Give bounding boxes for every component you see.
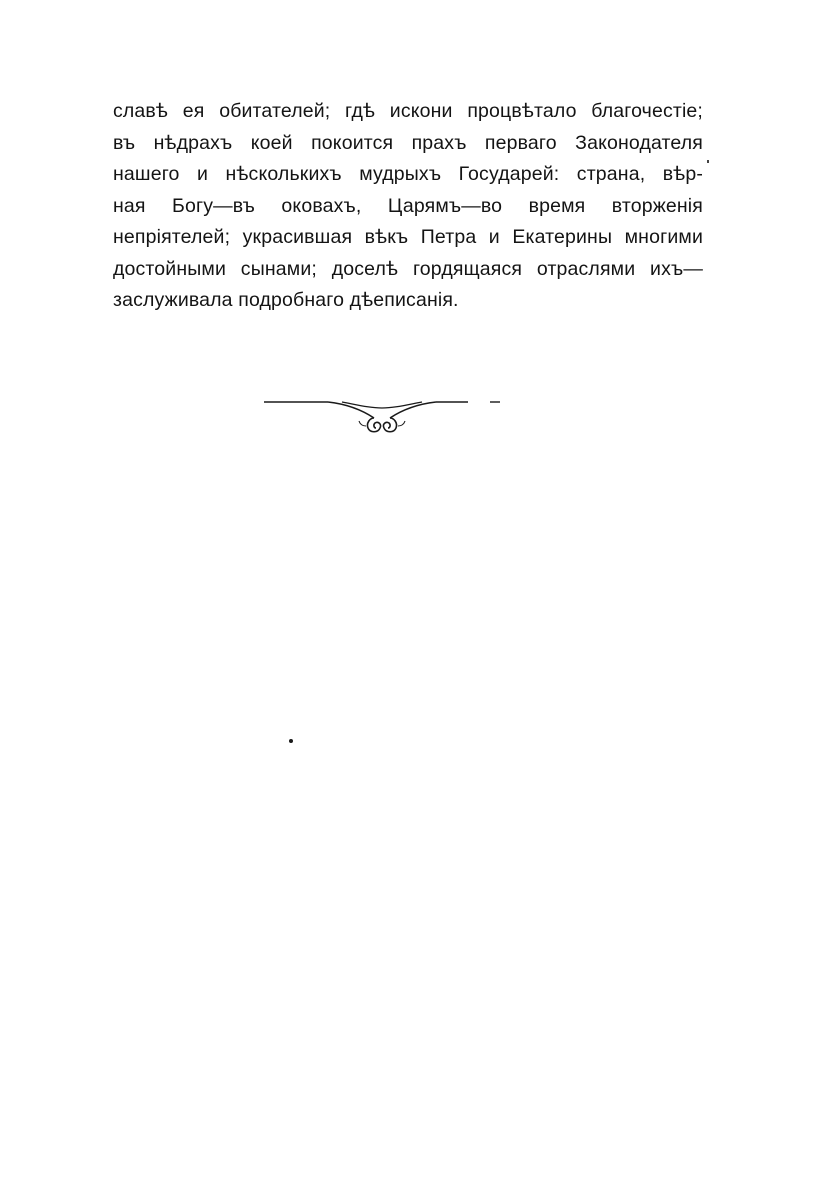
body-text (113, 96, 703, 317)
text-line: въ нѣдрахъ коей покоится прахъ перваго Законодателя (113, 131, 703, 154)
text-line: достойными сынами; доселѣ гордящаяся отраслями ихъ— (113, 257, 703, 280)
text-line: непріятелей; украсившая вѣкъ Петра и Екатерины многими (113, 226, 703, 248)
scroll-ornament-icon (262, 392, 502, 440)
ink-speck (289, 739, 293, 743)
text-line: ная Богу—въ оковахъ, Царямъ—во время вторженія (113, 194, 703, 217)
margin-speck (707, 160, 709, 163)
text-line: славѣ ея обитателей; гдѣ искони процвѣтало благочестіе; (113, 100, 703, 122)
text-line: заслуживала подробнаго дѣеписанія. (113, 289, 459, 311)
text-line: нашего и нѣсколькихъ мудрыхъ Государей: страна, вѣр- (113, 163, 703, 185)
